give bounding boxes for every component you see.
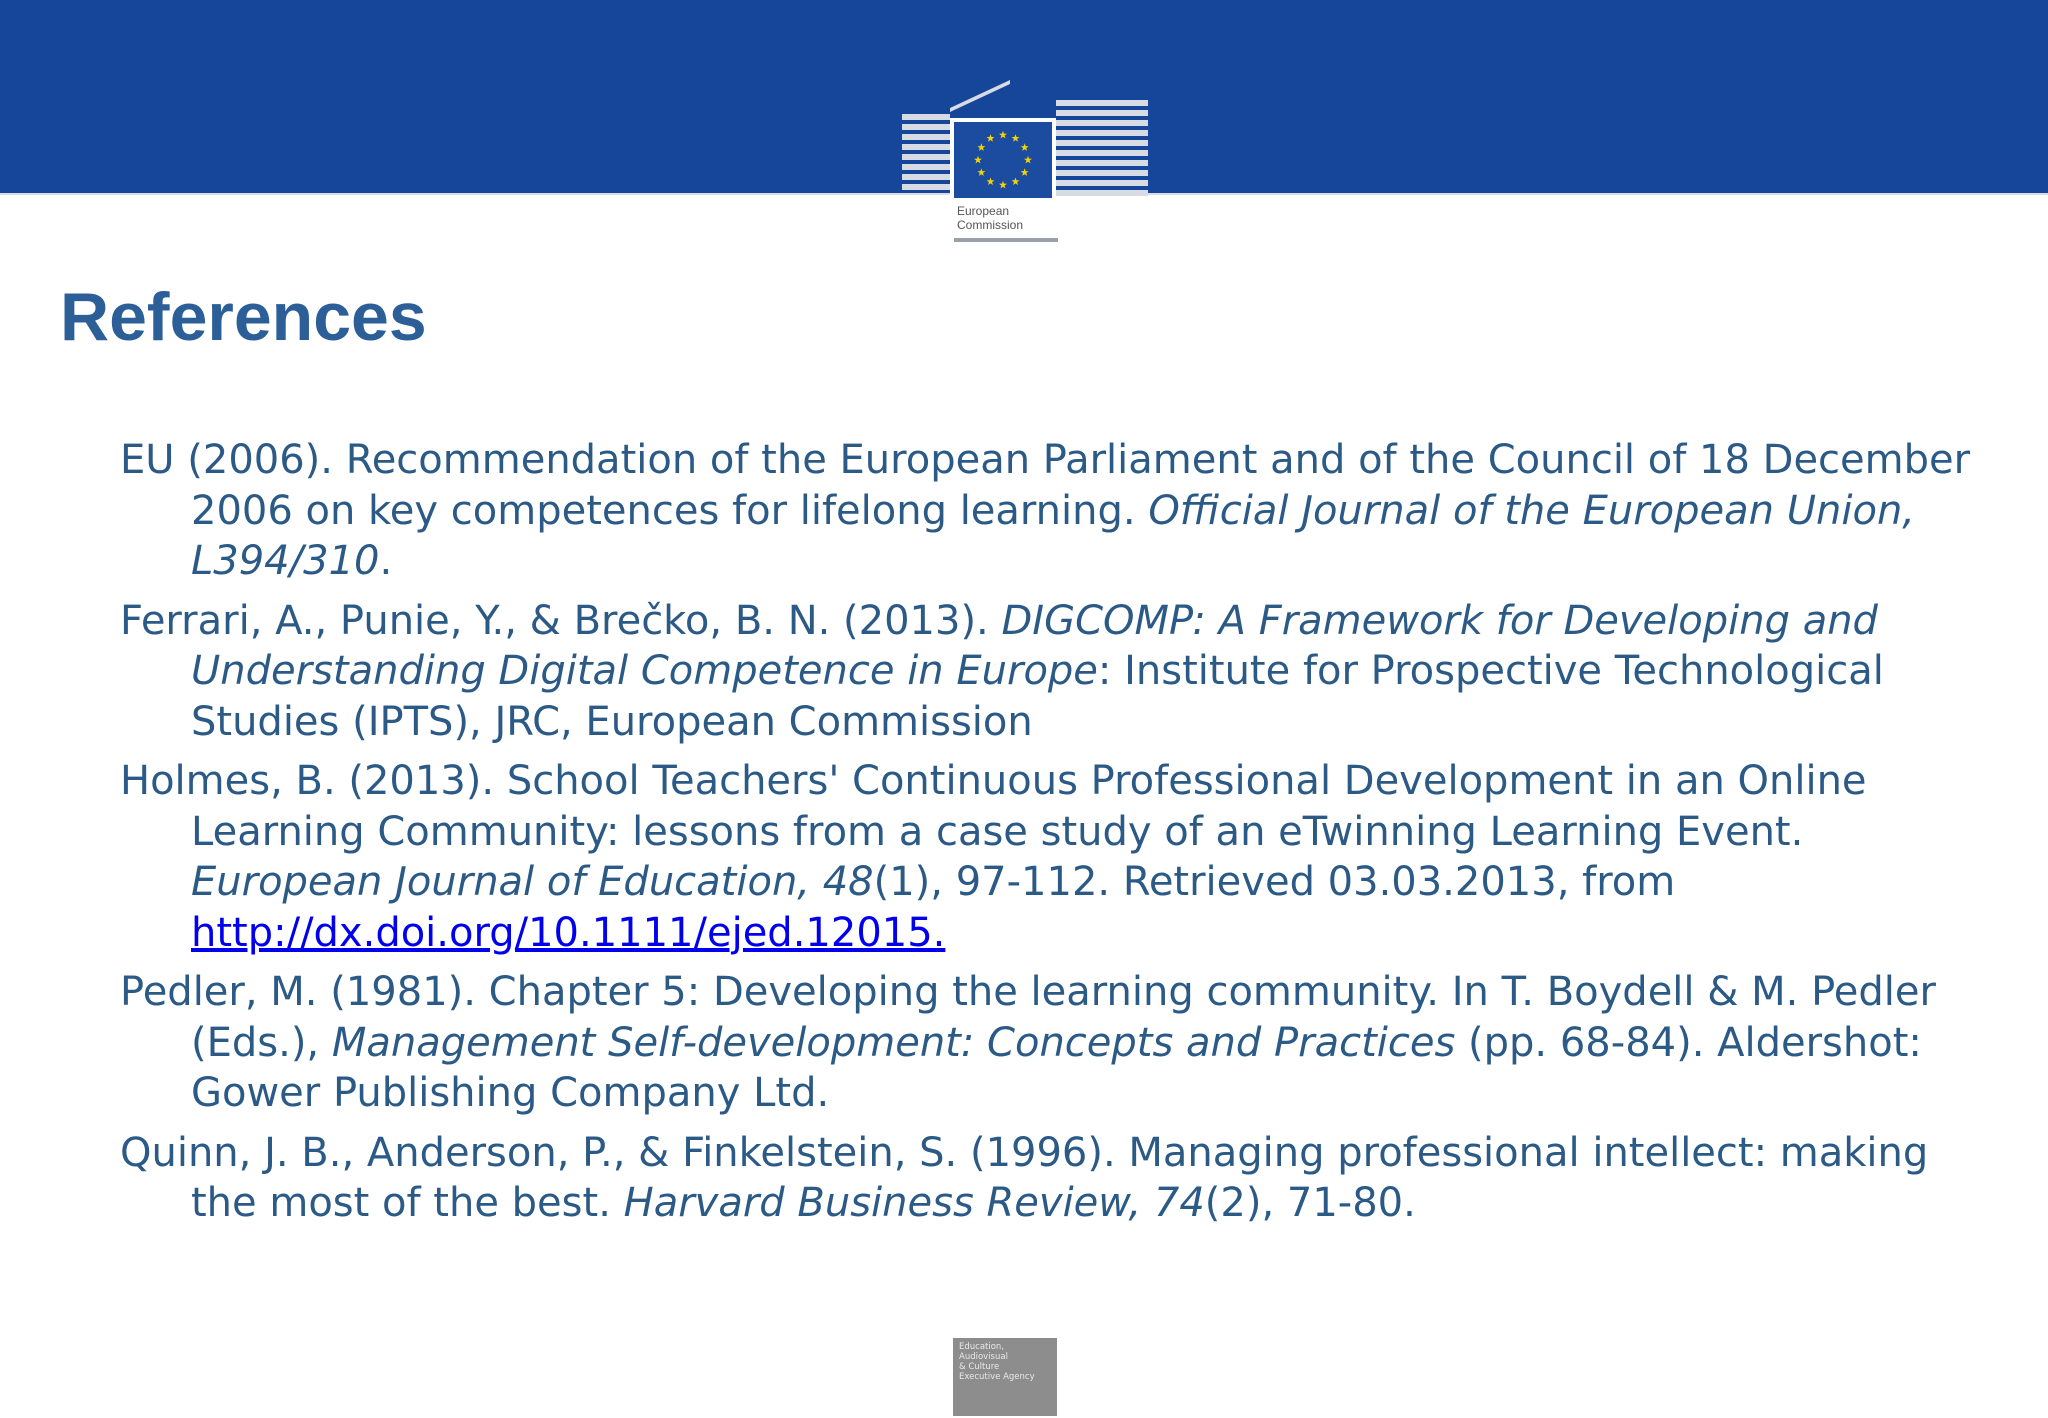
reference-text: EU (2006). Recommendation of the European Parliament and of the Council of 18 December 2006 on key competences for lifelong learning. bbox=[120, 437, 1971, 534]
eacea-logo-line: & Culture bbox=[959, 1362, 1000, 1372]
reference-text: (1), 97-112. Retrieved 03.03.2013, from bbox=[873, 859, 1676, 905]
logo-text-line2: Commission bbox=[957, 218, 1024, 232]
reference-item bbox=[120, 596, 1980, 748]
reference-text: (pp. 68-84). Aldershot: Gower Publishing Company Ltd. bbox=[191, 1019, 1922, 1116]
eacea-logo-line: Executive Agency bbox=[959, 1372, 1035, 1382]
reference-italic-text: European Journal of Education, 48 bbox=[191, 859, 874, 905]
european-commission-logo bbox=[900, 74, 1152, 246]
reference-text: . bbox=[379, 538, 393, 584]
eacea-logo-line: Audiovisual bbox=[959, 1352, 1008, 1362]
reference-item bbox=[120, 1128, 1980, 1229]
reference-text: Ferrari, A., Punie, Y., & Brečko, B. N. (2013). bbox=[120, 597, 1002, 644]
eacea-logo-line: Education, bbox=[959, 1342, 1005, 1352]
building-right-icon bbox=[1056, 100, 1148, 196]
reference-text: Pedler, M. (1981). Chapter 5: Developing the learning community. In T. Boydell & M. Pedler (Eds.), bbox=[120, 969, 1936, 1066]
logo-underline bbox=[954, 238, 1058, 242]
logo-text-line1: European bbox=[957, 204, 1010, 218]
eacea-logo bbox=[953, 1338, 1057, 1416]
reference-item bbox=[120, 435, 1980, 587]
reference-item bbox=[120, 756, 1980, 958]
references-list bbox=[120, 435, 1980, 1238]
reference-italic-text: Management Self-development: Concepts and Practices bbox=[331, 1019, 1456, 1066]
reference-text: (2), 71-80. bbox=[1204, 1180, 1416, 1226]
page-title: References bbox=[60, 279, 427, 355]
reference-link[interactable]: http://dx.doi.org/10.1111/ejed.12015. bbox=[191, 909, 946, 956]
reference-text: : Institute for Prospective Technological Studies (IPTS), JRC, European Commission bbox=[191, 648, 1884, 745]
reference-text: Quinn, J. B., Anderson, P., & Finkelstein, S. (1996). Managing professional intellect: making the most of the best. bbox=[120, 1129, 1929, 1226]
reference-italic-text: Harvard Business Review, 74 bbox=[623, 1180, 1205, 1226]
reference-italic-text: Official Journal of the European Union, L394/310 bbox=[191, 487, 1916, 584]
reference-italic-text: DIGCOMP: A Framework for Developing and Understanding Digital Competence in Europe bbox=[191, 597, 1878, 694]
reference-text: Holmes, B. (2013). School Teachers' Continuous Professional Development in an Online Learning Community: lessons from a case study of an eTwinning Learning Event. bbox=[120, 758, 1867, 855]
reference-item bbox=[120, 967, 1980, 1119]
